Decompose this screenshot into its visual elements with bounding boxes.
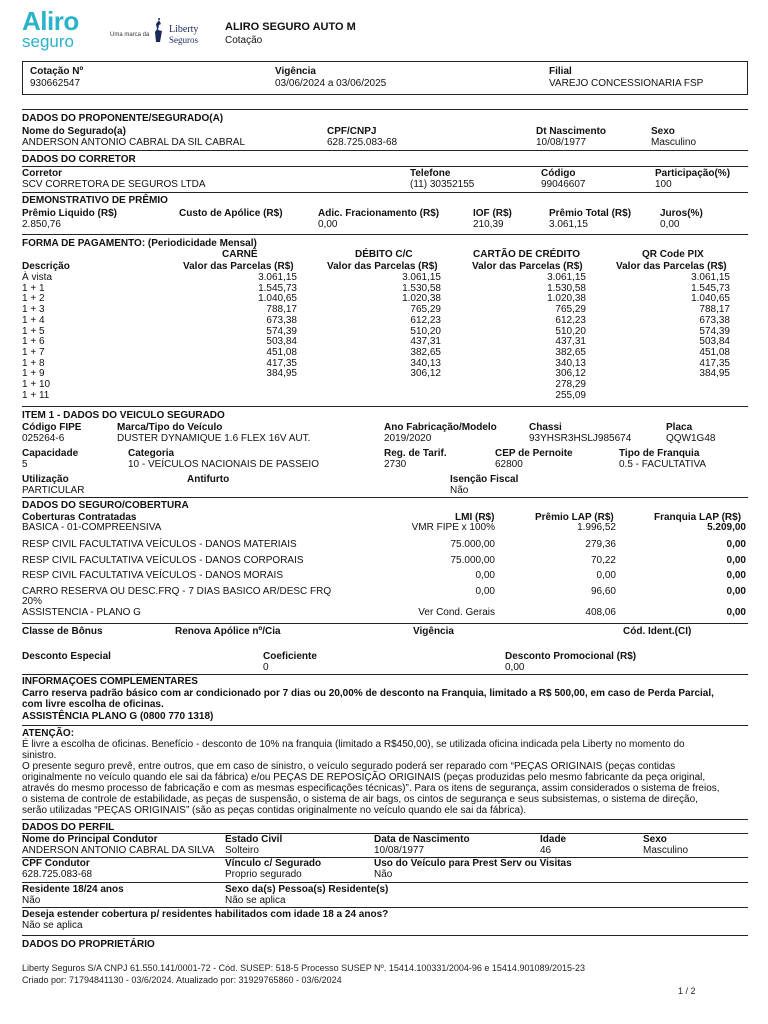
pagamento-row [22, 272, 748, 283]
pagamento-row [22, 390, 748, 401]
coberturas-label: Coberturas Contratadas [22, 512, 137, 523]
cobertura-nome: ASSISTENCIA - PLANO G [22, 607, 141, 618]
sexo-label: Sexo [651, 126, 675, 137]
parcela-valor: 1.020,38 [402, 293, 441, 305]
divider [22, 166, 748, 167]
marca-text: Uma marca da [110, 32, 150, 38]
residente-value: Não [22, 895, 41, 906]
pagamento-title: FORMA DE PAGAMENTO: (Periodicidade Mensal) [22, 238, 257, 249]
pagamento-row [22, 326, 748, 337]
cobertura-nome: RESP CIVIL FACULTATIVA VEÍCULOS - DANOS MORAIS [22, 570, 283, 581]
pagamento-row [22, 379, 748, 390]
parcela-valor: 1.545,73 [691, 282, 730, 294]
isencao-label: Isenção Fiscal [450, 474, 519, 485]
parcela-descricao: 1 + 5 [22, 325, 45, 337]
categoria-label: Categoria [128, 448, 175, 459]
cobertura-premio: 0,00 [596, 570, 616, 581]
cep-value: 62800 [495, 459, 523, 470]
col-cartao: CARTÃO DE CRÉDITO [473, 249, 581, 260]
premio-total-value: 3.061,15 [549, 219, 588, 230]
parcela-valor: 1.530,58 [547, 282, 586, 294]
parcela-valor: 612,23 [555, 314, 586, 326]
cpf-condutor-value: 628.725.083-68 [22, 869, 93, 880]
cobertura-title: DADOS DO SEGURO/COBERTURA [22, 500, 189, 511]
pagamento-row [22, 283, 748, 294]
page-number: 1 / 2 [678, 986, 696, 996]
parcela-valor: 673,38 [266, 314, 297, 326]
divider [22, 150, 748, 151]
cobertura-franquia: 5.209,00 [707, 522, 746, 533]
condutor-label: Nome do Principal Condutor [22, 834, 158, 845]
divider [22, 819, 748, 820]
cobertura-lmi: VMR FIPE x 100% [411, 522, 495, 533]
pagamento-row [22, 315, 748, 326]
liberty-logo-line1: Liberty [169, 24, 199, 35]
codigo-value: 99046607 [541, 179, 586, 190]
info-title: INFORMAÇOES COMPLEMENTARES [22, 676, 198, 687]
perfil-title: DADOS DO PERFIL [22, 822, 115, 833]
nome-segurado-label: Nome do Segurado(a) [22, 126, 126, 137]
parcela-valor: 417,35 [266, 357, 297, 369]
parcela-valor: 382,65 [410, 346, 441, 358]
iof-value: 210,39 [473, 219, 504, 230]
fipe-label: Código FIPE [22, 422, 82, 433]
capacidade-value: 5 [22, 459, 28, 470]
ano-value: 2019/2020 [384, 433, 432, 444]
parcela-descricao: 1 + 3 [22, 304, 45, 316]
proponente-title: DADOS DO PROPONENTE/SEGURADO(A) [22, 113, 224, 124]
liberty-logo-line2: Seguros [169, 35, 198, 45]
parcela-valor: 278,29 [555, 379, 586, 390]
atencao-line: através do mesmo processo de fabricação e com as mesmas especificações técnicas)”. Para os itens de segurança, assim considerados o sistema de freios, [22, 783, 720, 794]
coeficiente-label: Coeficiente [263, 651, 317, 662]
cobertura-nome: BASICA - 01-COMPREENSIVA [22, 522, 162, 533]
vinculo-value: Proprio segurado [225, 869, 302, 880]
info-line2: com livre escolha de oficinas. [22, 699, 164, 710]
ano-label: Ano Fabricação/Modelo [384, 422, 497, 433]
utilizacao-value: PARTICULAR [22, 485, 85, 496]
vigencia-bonus-label: Vigência [413, 626, 454, 637]
perfil-nasc-value: 10/08/1977 [374, 845, 425, 856]
cpf-value: 628.725.083-68 [327, 137, 398, 148]
cep-label: CEP de Pernoite [495, 448, 573, 459]
cobertura-nome: RESP CIVIL FACULTATIVA VEÍCULOS - DANOS CORPORAIS [22, 555, 304, 566]
estender-cobertura-label: Deseja estender cobertura p/ residentes habilitados com idade 18 a 24 anos? [22, 909, 389, 920]
sexo-value: Masculino [651, 137, 697, 148]
cobertura-premio: 408,06 [585, 607, 616, 618]
capacidade-label: Capacidade [22, 448, 79, 459]
adic-fracionamento-value: 0,00 [318, 219, 338, 230]
parcela-valor: 384,95 [699, 368, 730, 380]
divider [22, 234, 748, 235]
participacao-label: Participação(%) [655, 168, 731, 179]
perfil-nasc-label: Data de Nascimento [374, 834, 470, 845]
cobertura-premio: 279,36 [585, 539, 616, 550]
parcela-valor: 574,39 [699, 325, 730, 337]
cobertura-lmi: 75.000,00 [450, 555, 495, 566]
tipo-franquia-label: Tipo de Franquia [619, 448, 700, 459]
vigencia-value: 03/06/2024 a 03/06/2025 [275, 78, 387, 89]
parcela-valor: 503,84 [699, 336, 730, 348]
cobertura-franquia: 0,00 [726, 570, 746, 581]
parcela-valor: 306,12 [410, 368, 441, 380]
parcela-descricao: 1 + 4 [22, 314, 45, 326]
isencao-value: Não [450, 485, 469, 496]
marca-value: DUSTER DYNAMIQUE 1.6 FLEX 16V AUT. [117, 433, 311, 444]
aliro-logo: Aliro [22, 6, 79, 36]
parcela-valor: 417,35 [699, 357, 730, 369]
pagamento-row [22, 336, 748, 347]
parcela-valor: 673,38 [699, 314, 730, 326]
lmi-label: LMI (R$) [455, 512, 495, 523]
pagamento-row [22, 293, 748, 304]
marca-label: Marca/Tipo do Veículo [117, 422, 223, 433]
atencao-line: O presente seguro prevê, entre outros, que em caso de sinistro, o veículo segurado poderá ser reparado com “PEÇAS ORIGINAIS (peças contidas [22, 761, 676, 772]
cobertura-lmi: 75.000,00 [450, 539, 495, 550]
divider [22, 882, 748, 883]
premio-total-label: Prêmio Total (R$) [549, 208, 632, 219]
filial-value: VAREJO CONCESSIONARIA FSP [549, 78, 704, 89]
divider [22, 674, 748, 675]
idade-value: 46 [540, 845, 552, 856]
parcela-valor: 574,39 [266, 325, 297, 337]
sexo-residente-value: Não se aplica [225, 895, 286, 906]
placa-value: QQW1G48 [666, 433, 716, 444]
cobertura-extra: 20% [22, 596, 43, 607]
parcela-valor: 382,65 [555, 346, 586, 358]
corretor-title: DADOS DO CORRETOR [22, 154, 136, 165]
divider [22, 935, 748, 936]
parcela-valor: 765,29 [410, 304, 441, 316]
parcela-descricao: 1 + 10 [22, 379, 51, 390]
nascimento-label: Dt Nascimento [536, 126, 607, 137]
aliro-logo-subtitle: seguro [22, 32, 74, 51]
cobertura-premio: 1.996,52 [577, 522, 616, 533]
pagamento-row [22, 368, 748, 379]
telefone-label: Telefone [410, 168, 451, 179]
utilizacao-label: Utilização [22, 474, 69, 485]
coeficiente-value: 0 [263, 662, 269, 673]
cobertura-nome: CARRO RESERVA OU DESC.FRQ - 7 DIAS BASICO AR/DESC FRQ [22, 586, 332, 597]
footer-line1: Liberty Seguros S/A CNPJ 61.550.141/0001-72 - Cód. SUSEP: 518-5 Processo SUSEP Nº. 15414.100331/2004-96 e 15414.901089/2015-23 [22, 963, 586, 973]
info-line1: Carro reserva padrão básico com ar condicionado por 7 dias ou 20,00% de desconto na Franquia, limitado a R$ 500,00, em caso de Perda Parcial, [22, 688, 714, 699]
parcela-valor: 612,23 [410, 314, 441, 326]
custo-apolice-label: Custo de Apólice (R$) [179, 208, 283, 219]
codigo-label: Código [541, 168, 576, 179]
cobertura-premio: 70,22 [590, 555, 616, 566]
divider [22, 192, 748, 193]
product-title: ALIRO SEGURO AUTO M [225, 21, 356, 33]
info-line3: ASSISTÊNCIA PLANO G (0800 770 1318) [22, 711, 214, 722]
parcela-valor: 384,95 [266, 368, 297, 380]
col-valor-cartao: Valor das Parcelas (R$) [472, 261, 583, 272]
perfil-sexo-value: Masculino [643, 845, 689, 856]
cobertura-nome: RESP CIVIL FACULTATIVA VEÍCULOS - DANOS MATERIAIS [22, 539, 297, 550]
parcela-valor: 3.061,15 [402, 272, 441, 283]
col-descricao: Descrição [22, 261, 70, 272]
parcela-valor: 3.061,15 [547, 272, 586, 283]
parcela-valor: 510,20 [555, 325, 586, 337]
liberty-statue-icon [150, 18, 168, 44]
vigencia-label: Vigência [275, 66, 316, 77]
parcela-valor: 3.061,15 [691, 272, 730, 283]
parcela-valor: 451,08 [266, 346, 297, 358]
atencao-line: serão utilizadas “PEÇAS ORIGINAIS” (são as peças contidas originalmente no veículo quando ele sai da fábrica). [22, 805, 527, 816]
veiculo-title: ITEM 1 - DADOS DO VEICULO SEGURADO [22, 410, 225, 421]
cobertura-franquia: 0,00 [726, 586, 746, 597]
parcela-descricao: À vista [22, 272, 53, 283]
proprietario-title: DADOS DO PROPRIETÁRIO [22, 939, 155, 950]
nascimento-value: 10/08/1977 [536, 137, 587, 148]
divider [22, 109, 748, 110]
classe-bonus-label: Classe de Bônus [22, 626, 103, 637]
cobertura-franquia: 0,00 [726, 539, 746, 550]
adic-fracionamento-label: Adic. Fracionamento (R$) [318, 208, 440, 219]
parcela-valor: 1.040,65 [258, 293, 297, 305]
parcela-valor: 503,84 [266, 336, 297, 348]
chassi-label: Chassi [529, 422, 562, 433]
sexo-residente-label: Sexo da(s) Pessoa(s) Residente(s) [225, 884, 389, 895]
cotacao-label: Cotação Nº [30, 66, 84, 77]
parcela-valor: 1.530,58 [402, 282, 441, 294]
col-valor-debito: Valor das Parcelas (R$) [327, 261, 438, 272]
cod-ident-label: Cód. Ident.(CI) [623, 626, 692, 637]
parcela-valor: 340,13 [410, 357, 441, 369]
cobertura-premio: 96,60 [590, 586, 616, 597]
atencao-line: originalmente no veículo quando ele sai da fábrica) e/ou PEÇAS DE REPOSIÇÃO ORIGINAIS (peças produzidas pelo mesmo fabricante da peça original, [22, 772, 706, 783]
parcela-descricao: 1 + 8 [22, 357, 45, 369]
corretor-label: Corretor [22, 168, 63, 179]
cobertura-lmi: Ver Cond. Gerais [418, 607, 495, 618]
cotacao-number: 930662547 [30, 78, 81, 89]
idade-label: Idade [540, 834, 567, 845]
parcela-valor: 788,17 [266, 304, 297, 316]
fipe-value: 025264-6 [22, 433, 65, 444]
iof-label: IOF (R$) [473, 208, 512, 219]
col-carne: CARNÊ [222, 249, 258, 260]
parcela-descricao: 1 + 1 [22, 282, 45, 294]
chassi-value: 93YHSR3HSLJ985674 [529, 433, 632, 444]
parcela-valor: 1.545,73 [258, 282, 297, 294]
cobertura-franquia: 0,00 [726, 555, 746, 566]
placa-label: Placa [666, 422, 693, 433]
parcela-valor: 1.020,38 [547, 293, 586, 305]
parcela-valor: 340,13 [555, 357, 586, 369]
estado-civil-value: Solteiro [225, 845, 259, 856]
parcela-descricao: 1 + 2 [22, 293, 45, 305]
divider [22, 497, 748, 498]
parcela-descricao: 1 + 9 [22, 368, 45, 380]
perfil-sexo-label: Sexo [643, 834, 667, 845]
atencao-line: É livre a escolha de oficinas. Benefício - desconto de 10% na franquia (limitado a R$450,00), se utilizada oficina indicada pela Liberty no momento do [22, 739, 685, 750]
atencao-line: o sistema de controle de estabilidade, as peças de suspensão, o sistema de air bags, os cintos de segurança e seus subsistemas, o sistema de direção, [22, 794, 698, 805]
uso-veiculo-label: Uso do Veículo para Prest Serv ou Visitas [374, 858, 572, 869]
condutor-value: ANDERSON ANTONIO CABRAL DA SILVA [22, 845, 215, 856]
estender-cobertura-value: Não se aplica [22, 920, 83, 931]
divider [22, 406, 748, 407]
nome-segurado-value: ANDERSON ANTONIO CABRAL DA SIL CABRAL [22, 137, 246, 148]
categoria-value: 10 - VEÍCULOS NACIONAIS DE PASSEIO [128, 459, 319, 470]
parcela-valor: 255,09 [555, 389, 586, 401]
residente-label: Residente 18/24 anos [22, 884, 124, 895]
parcela-valor: 3.061,15 [258, 272, 297, 283]
doc-type: Cotação [225, 35, 263, 46]
juros-label: Juros(%) [660, 208, 703, 219]
divider [22, 907, 748, 908]
renova-apolice-label: Renova Apólice nº/Cia [175, 626, 281, 637]
parcela-valor: 437,31 [555, 336, 586, 348]
parcela-valor: 306,12 [555, 368, 586, 380]
vinculo-label: Vínculo c/ Segurado [225, 858, 322, 869]
reg-tarif-label: Reg. de Tarif. [384, 448, 447, 459]
parcela-descricao: 1 + 6 [22, 336, 45, 348]
cobertura-lmi: 0,00 [475, 570, 495, 581]
desconto-promocional-label: Desconto Promocional (R$) [505, 651, 637, 662]
cpf-label: CPF/CNPJ [327, 126, 377, 137]
parcela-valor: 1.040,65 [691, 293, 730, 305]
juros-value: 0,00 [660, 219, 680, 230]
col-valor-carne: Valor das Parcelas (R$) [183, 261, 294, 272]
premio-liquido-label: Prêmio Liquido (R$) [22, 208, 117, 219]
parcela-valor: 765,29 [555, 304, 586, 316]
col-valor-pix: Valor das Parcelas (R$) [616, 261, 727, 272]
pagamento-row [22, 347, 748, 358]
divider [22, 623, 748, 624]
parcela-descricao: 1 + 7 [22, 346, 45, 358]
premio-title: DEMONSTRATIVO DE PRÊMIO [22, 195, 168, 206]
participacao-value: 100 [655, 179, 672, 190]
atencao-line: sinistro. [22, 750, 57, 761]
premio-lap-label: Prêmio LAP (R$) [535, 512, 614, 523]
tipo-franquia-value: 0.5 - FACULTATIVA [619, 459, 707, 470]
estado-civil-label: Estado Civil [225, 834, 283, 845]
parcela-valor: 437,31 [410, 336, 441, 348]
desconto-especial-label: Desconto Especial [22, 651, 111, 662]
pagamento-row [22, 304, 748, 315]
uso-veiculo-value: Não [374, 869, 393, 880]
franquia-lap-label: Franquia LAP (R$) [654, 512, 742, 523]
telefone-value: (11) 30352155 [410, 179, 475, 190]
premio-liquido-value: 2.850,76 [22, 219, 61, 230]
cpf-condutor-label: CPF Condutor [22, 858, 90, 869]
parcela-descricao: 1 + 11 [22, 389, 50, 401]
col-pix: QR Code PIX [642, 249, 704, 260]
antifurto-label: Antifurto [187, 474, 230, 485]
cobertura-franquia: 0,00 [726, 607, 746, 618]
parcela-valor: 510,20 [410, 325, 441, 337]
parcela-valor: 788,17 [699, 304, 730, 316]
cobertura-lmi: 0,00 [475, 586, 495, 597]
corretor-value: SCV CORRETORA DE SEGUROS LTDA [22, 179, 206, 190]
reg-tarif-value: 2730 [384, 459, 407, 470]
parcela-valor: 451,08 [699, 346, 730, 358]
atencao-title: ATENÇÃO: [22, 728, 75, 739]
divider [22, 725, 748, 726]
filial-label: Filial [549, 66, 572, 77]
col-debito: DÉBITO C/C [355, 249, 413, 260]
desconto-promocional-value: 0,00 [505, 662, 525, 673]
pagamento-row [22, 358, 748, 369]
footer-line2: Criado por: 71794841130 - 03/6/2024. Atualizado por: 31929765860 - 03/6/2024 [22, 975, 342, 985]
